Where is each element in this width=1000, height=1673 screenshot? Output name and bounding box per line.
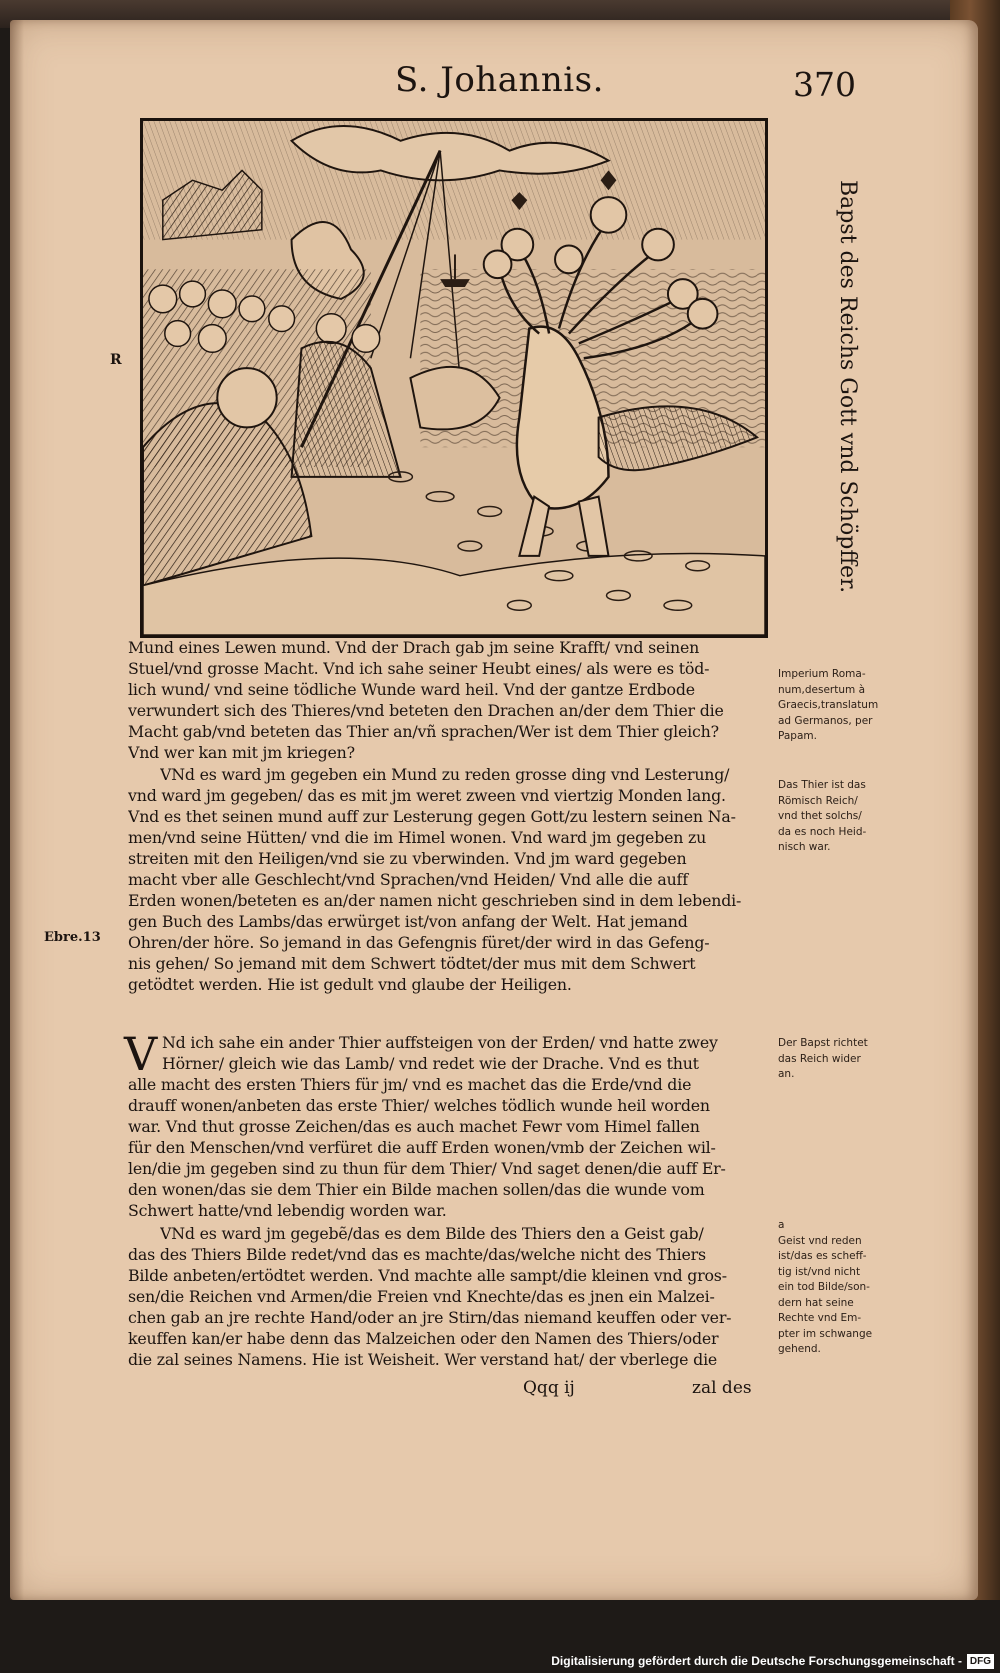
text-line: lich wund/ vnd seine tödliche Wunde ward heil. Vnd der gantze Erdbode [128, 680, 695, 699]
gloss-line: da es noch Heid- [778, 825, 867, 838]
gloss-line: Rechte vnd Em- [778, 1312, 862, 1324]
margin-reference: Ebre.13 [44, 930, 101, 945]
text-line: macht vber alle Geschlecht/vnd Sprachen/vnd Heiden/ Vnd alle die auff [128, 870, 688, 889]
gloss-line: a [778, 1219, 785, 1231]
running-head: S. Johannis. [395, 60, 604, 100]
gloss-line: vnd thet solchs/ [778, 810, 862, 822]
gloss-line: Römisch Reich/ [778, 794, 858, 807]
gloss-line: pter im schwange [778, 1327, 873, 1340]
funding-credit: Digitalisierung gefördert durch die Deutsche Forschungsgemeinschaft - [551, 1654, 962, 1668]
text-line: das des Thiers Bilde redet/vnd das es machte/das/welche nicht des Thiers [128, 1245, 706, 1264]
marginal-gloss-bapst [778, 1036, 906, 1083]
text-line: gen Buch des Lambs/das erwürget ist/von anfang der Welt. Hat jemand [128, 912, 688, 931]
gloss-line: das Reich wider [778, 1052, 861, 1065]
gloss-line: Das Thier ist das [778, 779, 866, 791]
text-line: den wonen/das sie dem Thier ein Bilde machen sollen/das die wunde vom [128, 1180, 705, 1199]
page-gutter [10, 20, 24, 1600]
text-line: Macht gab/vnd beteten das Thier an/vñ sprachen/Wer ist dem Thier gleich? [128, 722, 719, 741]
text-line: streiten mit den Heiligen/vnd sie zu vberwinden. Vnd jm ward gegeben [128, 849, 687, 868]
text-line: getödtet werden. Hie ist gedult vnd glaube der Heiligen. [128, 975, 572, 994]
text-line: Mund eines Lewen mund. Vnd der Drach gab jm seine Krafft/ vnd seinen [128, 638, 700, 657]
text-line: VNd es ward jm gegeben ein Mund zu reden grosse ding vnd Lesterung/ [160, 765, 730, 784]
text-line: keuffen kan/er habe denn das Malzeichen oder den Namen des Thiers/oder [128, 1329, 719, 1348]
signature-mark: Qqq ij [523, 1378, 575, 1398]
text-line: Bilde anbeten/ertödtet werden. Vnd machte alle sampt/die kleinen vnd gros- [128, 1266, 727, 1285]
text-line: men/vnd seine Hütten/ vnd die im Himel wonen. Vnd ward jm gegeben zu [128, 828, 707, 847]
text-line: VNd es ward jm gegebẽ/das es dem Bilde des Thiers den a Geist gab/ [160, 1224, 704, 1243]
apocalypse-beast-woodcut-icon [143, 121, 765, 635]
marginal-gloss-geist [778, 1218, 906, 1358]
page-number: 370 [793, 65, 856, 104]
text-line: Nd ich sahe ein ander Thier auffsteigen von der Erden/ vnd hatte zwey [162, 1033, 718, 1052]
gloss-line: Der Bapst richtet [778, 1037, 868, 1049]
dfg-logo: DFG [967, 1654, 994, 1669]
text-line: die zal seines Namens. Hie ist Weisheit. Wer verstand hat/ der vberlege die [128, 1350, 718, 1369]
vertical-side-title [828, 180, 868, 594]
drop-cap: V [124, 1027, 158, 1081]
gloss-line: an. [778, 1068, 795, 1080]
marginal-gloss-thier [778, 778, 906, 856]
woodcut-illustration [140, 118, 768, 638]
gloss-line: nisch war. [778, 841, 831, 853]
text-line: für den Menschen/vnd verfüret die auff Erden wonen/vmb der Zeichen wil- [128, 1138, 716, 1157]
gloss-line: num,desertum à [778, 683, 866, 696]
text-line: Erden wonen/beteten es an/der namen nicht geschrieben sind in dem lebendi- [128, 891, 742, 910]
text-line: nis gehen/ So jemand mit dem Schwert tödtet/der mus mit dem Schwert [128, 954, 696, 973]
text-line: sen/die Reichen vnd Armen/die Freien vnd Knechte/das es jnen ein Malzei- [128, 1287, 715, 1306]
gloss-line: ein tod Bilde/son- [778, 1281, 870, 1293]
text-line: vnd ward jm gegeben/ das es mit jm weret zween vnd viertzig Monden lang. [128, 786, 726, 805]
gloss-line: ist/das es scheff- [778, 1250, 867, 1262]
text-line: len/die jm gegeben sind zu thun für dem Thier/ Vnd saget denen/die auff Er- [128, 1159, 726, 1178]
text-line: Ohren/der höre. So jemand in das Gefengnis füret/der wird in das Gefeng- [128, 933, 710, 952]
text-line: Stuel/vnd grosse Macht. Vnd ich sahe seiner Heubt eines/ als were es töd- [128, 659, 710, 678]
text-line: war. Vnd thut grosse Zeichen/das es auch machet Fewr vom Himel fallen [128, 1117, 700, 1136]
marginal-gloss-imperium [778, 667, 906, 745]
gloss-line: dern hat seine [778, 1296, 854, 1309]
catchword: zal des [692, 1378, 752, 1398]
text-line: chen gab an jre rechte Hand/oder an jre Stirn/das niemand keuffen oder ver- [128, 1308, 732, 1327]
text-line: Vnd wer kan mit jm kriegen? [128, 743, 355, 762]
text-line: Schwert hatte/vnd lebendig worden war. [128, 1201, 447, 1220]
gloss-line: ad Germanos, per [778, 714, 873, 727]
text-line: drauff wonen/anbeten das erste Thier/ welches tödlich wunde heil worden [128, 1096, 710, 1115]
gloss-line: Geist vnd reden [778, 1234, 862, 1247]
text-line: Vnd es thet seinen mund auff zur Lesterung gegen Gott/zu lestern seinen Na- [128, 807, 736, 826]
gloss-line: Imperium Roma- [778, 668, 866, 680]
margin-marker: R [110, 352, 122, 368]
text-line: verwundert sich des Thieres/vnd beteten den Drachen an/der dem Thier die [128, 701, 724, 720]
gloss-line: gehend. [778, 1343, 821, 1355]
gloss-line: tig ist/vnd nicht [778, 1265, 861, 1278]
vertical-title-text: Bapst des Reichs Gott vnd Schöpffer. [835, 180, 860, 594]
gloss-line: Papam. [778, 730, 817, 742]
gloss-line: Graecis,translatum [778, 699, 879, 711]
text-line: alle macht des ersten Thiers für jm/ vnd es machet das die Erde/vnd die [128, 1075, 692, 1094]
text-line: Hörner/ gleich wie das Lamb/ vnd redet wie der Drache. Vnd es thut [162, 1054, 699, 1073]
